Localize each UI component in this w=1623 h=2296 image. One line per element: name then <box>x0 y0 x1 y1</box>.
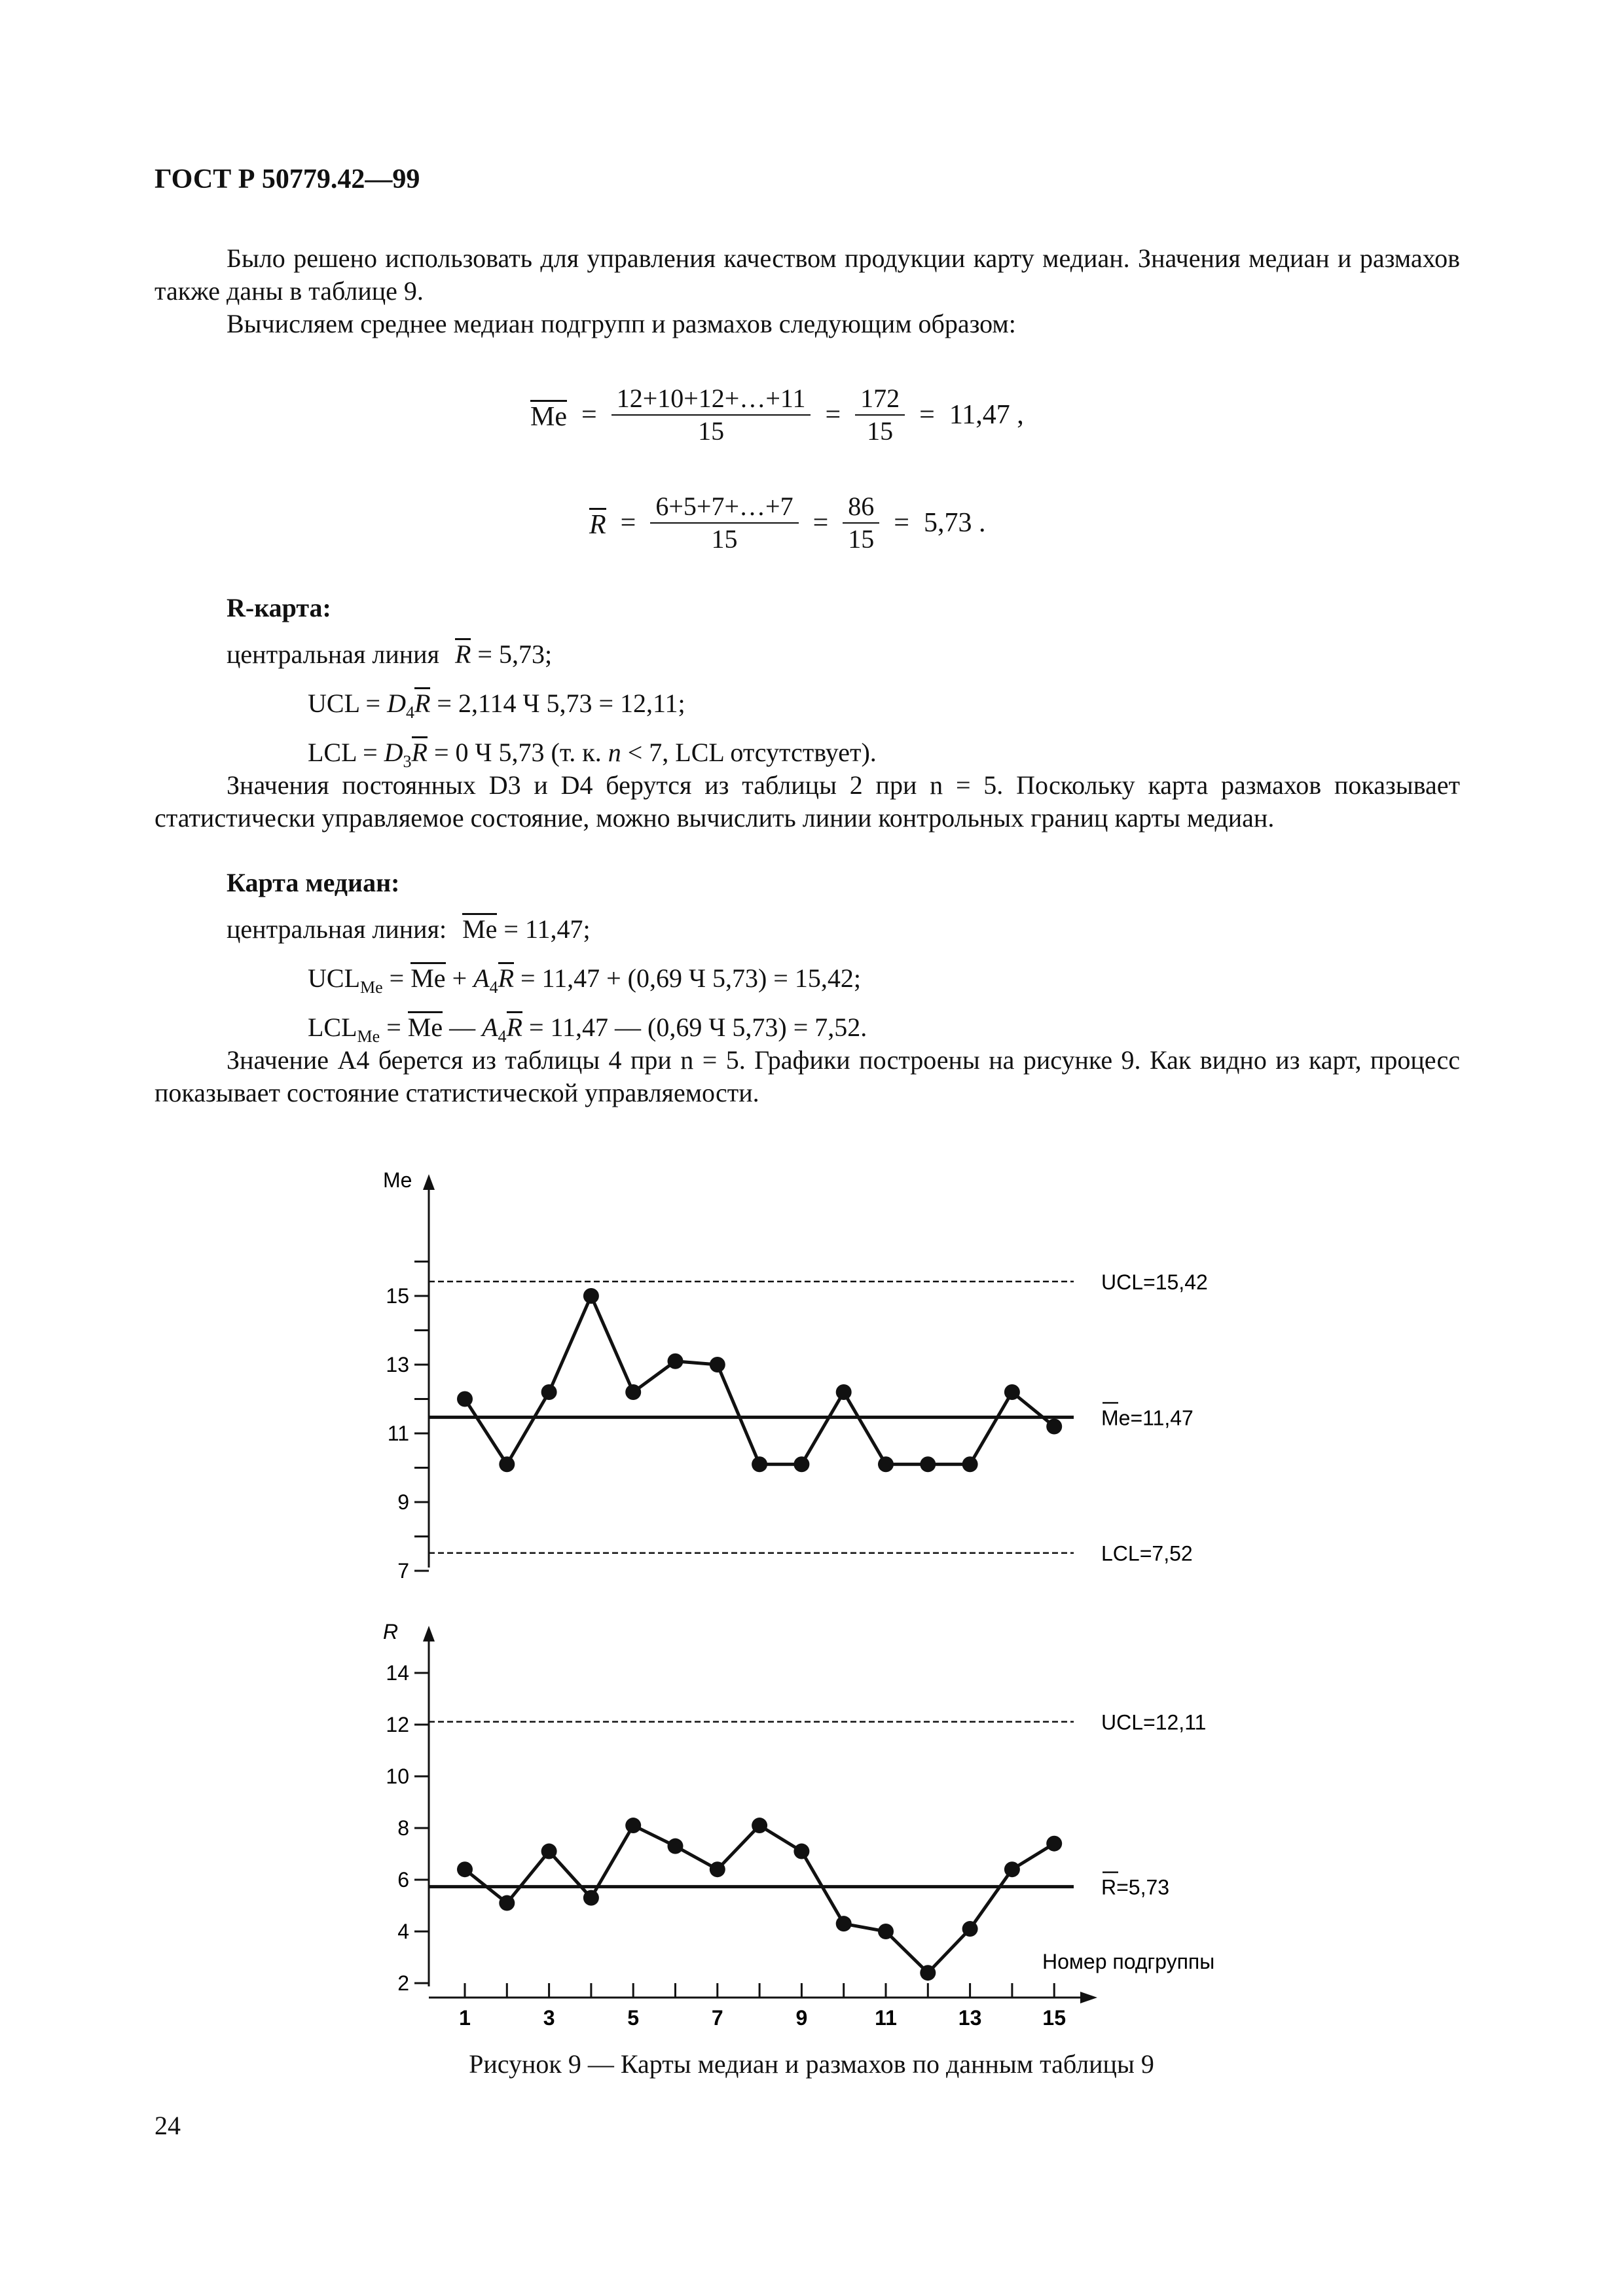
me-y-axis-arrow <box>423 1174 435 1190</box>
me-data-point <box>878 1456 894 1472</box>
r-y-tick-label: 2 <box>397 1971 409 1995</box>
me-data-point <box>668 1354 684 1369</box>
document-header: ГОСТ Р 50779.42—99 <box>155 164 420 194</box>
r-y-tick-label: 12 <box>386 1713 409 1736</box>
f2-fraction2: $\frac{86}{15}$ <box>843 491 879 555</box>
me-ucl-label: UCL=15,42 <box>1101 1270 1208 1294</box>
f2-result: 5,73 . <box>923 508 986 538</box>
me-data-point <box>625 1384 641 1400</box>
r-data-point <box>457 1861 473 1877</box>
r-y-tick-label: 10 <box>386 1765 409 1788</box>
me-data-point <box>1046 1419 1062 1435</box>
figure-caption: Рисунок 9 — Карты медиан и размахов по данным таблицы 9 <box>469 2049 1154 2079</box>
r-y-tick-label: 14 <box>386 1661 409 1685</box>
r-data-point <box>962 1921 978 1937</box>
me-chart-title: Карта медиан: <box>227 868 400 897</box>
x-axis-label: Номер подгруппы <box>1042 1950 1215 1973</box>
x-tick-label: 5 <box>627 2006 640 2030</box>
f1-fraction: $\frac{12+10+12+\dots+11}{15}$ <box>611 383 811 447</box>
x-tick-label: 13 <box>958 2006 982 2030</box>
r-ucl-label: UCL=12,11 <box>1101 1710 1207 1734</box>
me-y-tick-label: 7 <box>397 1559 409 1583</box>
r-data-point <box>752 1818 767 1833</box>
r-data-point <box>668 1839 684 1854</box>
me-y-tick-label: 9 <box>397 1490 409 1514</box>
me-data-point <box>499 1456 515 1472</box>
me-data-point <box>710 1357 725 1372</box>
f1-lhs: Me <box>530 400 567 431</box>
conclusion-paragraph: Значение A4 берется из таблицы 4 при n = 5. Графики построены на рисунке 9. Как видно из карт, процесс показывает состояние статистической управляемости. <box>155 1045 1460 1107</box>
x-tick-label: 9 <box>795 2006 808 2030</box>
me-data-point <box>920 1456 936 1472</box>
f2-lhs: R <box>589 508 606 539</box>
me-lcl-label: LCL=7,52 <box>1101 1541 1193 1566</box>
intro-paragraph: Было решено использовать для управления качеством продукции карту медиан. Значения медиан и размахов также даны в таблице 9. <box>155 243 1460 306</box>
x-tick-label: 1 <box>459 2006 471 2030</box>
r-data-point <box>499 1895 515 1911</box>
r-y-tick-label: 8 <box>397 1816 409 1840</box>
me-lcl-line: $LCL_{Me} = Me$ — $A_4R = 11,47$ — (0,69 Ч 5,73) = 7,52. <box>308 1013 867 1046</box>
r-data-point <box>878 1924 894 1939</box>
me-y-axis-label: Me <box>383 1168 412 1192</box>
r-data-point <box>541 1844 557 1859</box>
me-data-point <box>836 1384 852 1400</box>
f2-fraction: $\frac{6+5+7+\dots+7}{15}$ <box>650 491 798 555</box>
r-y-axis-arrow <box>423 1626 435 1641</box>
r-data-point <box>920 1965 936 1981</box>
me-data-point <box>793 1456 809 1472</box>
r-data-point <box>793 1844 809 1859</box>
r-chart-title: R-карта: <box>227 593 331 622</box>
me-data-point <box>1004 1384 1020 1400</box>
me-y-tick-label: 11 <box>387 1422 409 1445</box>
r-data-point <box>1004 1861 1020 1877</box>
me-data-point <box>541 1384 557 1400</box>
r-ucl-line: UCL = $D_4R = 2,114$ Ч 5,73 = 12,11; <box>308 689 685 722</box>
me-y-tick-label: 13 <box>386 1353 409 1376</box>
calc-intro: Вычисляем среднее медиан подгрупп и размахов следующим образом: <box>227 309 1016 338</box>
page-number: 24 <box>155 2111 181 2140</box>
me-data-point <box>583 1288 599 1304</box>
f1-fraction2: $\frac{172}{15}$ <box>855 383 905 447</box>
r-y-axis-label: R <box>383 1620 399 1643</box>
me-data-point <box>457 1391 473 1407</box>
r-y-tick-label: 4 <box>397 1920 409 1943</box>
me-center-label: Me=11,47 <box>1101 1406 1194 1430</box>
r-center-label: R=5,73 <box>1101 1875 1170 1899</box>
r-data-point <box>836 1916 852 1931</box>
x-tick-label: 15 <box>1042 2006 1066 2030</box>
formula-median-mean: Me = $\frac{12+10+12+\dots+11}{15}$ = $\frac{172}{15}$ = 11,47 , <box>530 384 1024 446</box>
r-data-point <box>625 1818 641 1833</box>
me-series-line <box>465 1296 1054 1464</box>
me-data-point <box>962 1456 978 1472</box>
f1-result: 11,47 , <box>949 400 1024 430</box>
r-center-line: центральная линия R = 5,73; <box>227 639 553 669</box>
x-tick-label: 3 <box>543 2006 555 2030</box>
me-center-line: центральная линия: Me = 11,47; <box>227 914 591 944</box>
me-data-point <box>752 1456 767 1472</box>
r-y-tick-label: 6 <box>397 1868 409 1892</box>
formula-range-mean: R = $\frac{6+5+7+\dots+7}{15}$ = $\frac{86}{15}$ = 5,73 . <box>589 492 986 554</box>
r-note-paragraph: Значения постоянных D3 и D4 берутся из таблицы 2 при n = 5. Поскольку карта размахов показывает статистически управляемое состояние, можно вычислить линии контрольных границ карты медиан. <box>155 770 1460 833</box>
r-data-point <box>583 1890 599 1906</box>
me-y-tick-label: 15 <box>386 1284 409 1308</box>
x-axis-arrow <box>1080 1992 1097 2003</box>
x-tick-label: 7 <box>711 2006 723 2030</box>
r-lcl-line: LCL = $D_3R = 0$ Ч 5,73 (т. к. n < 7, LCL отсутствует). <box>308 738 877 771</box>
r-data-point <box>1046 1836 1062 1852</box>
x-tick-label: 11 <box>875 2006 897 2030</box>
r-data-point <box>710 1861 725 1877</box>
me-ucl-line: $UCL_{Me} = Me + A_4R = 11,47 + (0,69$ Ч 5,73) = 15,42; <box>308 963 861 997</box>
